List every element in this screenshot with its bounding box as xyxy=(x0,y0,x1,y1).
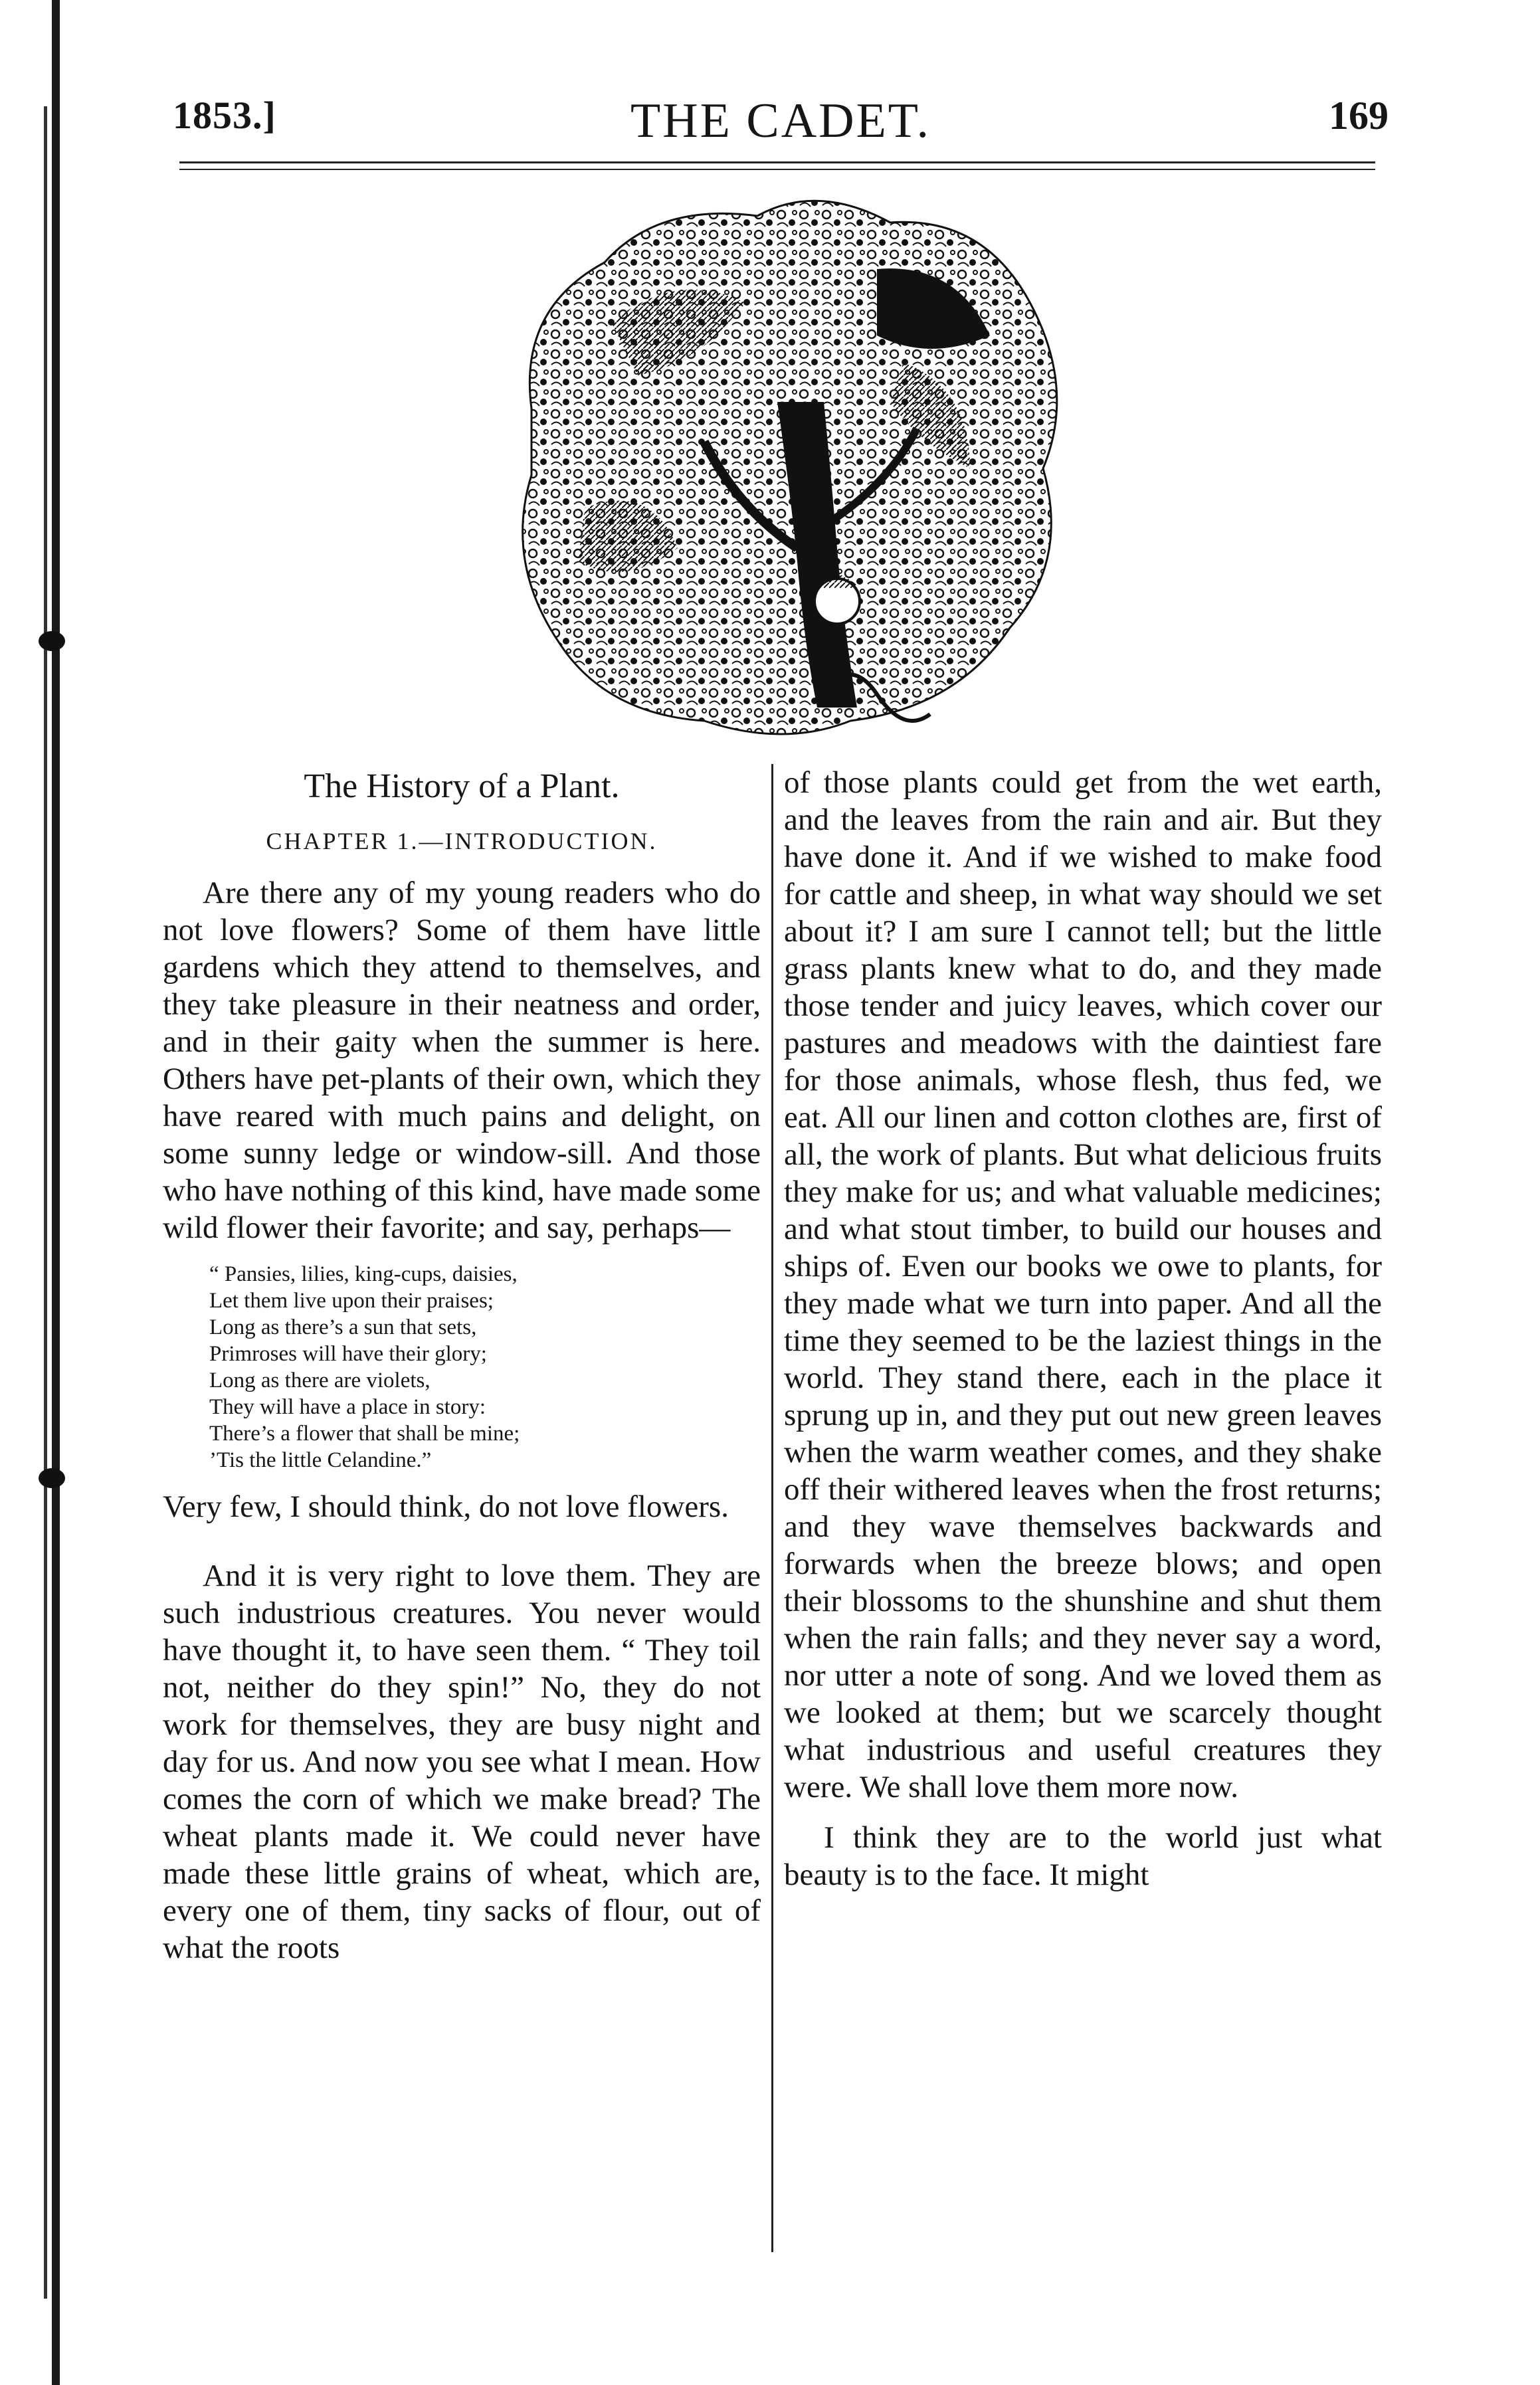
poem-line: Let them live upon their praises; xyxy=(209,1289,494,1313)
poem-line: Long as there are violets, xyxy=(209,1369,431,1392)
right-column xyxy=(784,764,1382,1893)
header-year: 1853.] xyxy=(173,94,276,137)
poem-line: Long as there’s a sun that sets, xyxy=(209,1315,477,1339)
binding-mark xyxy=(39,1468,65,1488)
header-title: THE CADET. xyxy=(630,94,931,148)
running-header xyxy=(173,93,1389,153)
binding-shadow xyxy=(44,106,47,2299)
header-rule xyxy=(179,161,1375,163)
paragraph: of those plants could get from the wet earth, and the leaves from the rain and air. But they have done it. And if we wished to make food for cattle and sheep, in what way should we set about it? I am sure I cannot tell; but the little grass plants knew what to do, and they made those tender and juicy leaves, which cover our pastures and meadows with the daintiest fare for those animals, whose flesh, thus fed, we eat. All our linen and cotton clothes are, first of all, the work of plants. But what delicious fruits they make for us; and what valuable medicines; and what stout timber, to build our houses and ships of. Even our books we owe to plants, for they made what we turn into paper. And all the time they seemed to be the laziest things in the world. They stand there, each in the place it sprung up in, and they put out new green leaves when the warm weather comes, and they shake off their withered leaves when the frost returns; and they wave themselves backwards and forwards when the breeze blows; and open their blossoms to the shunshine and shut them when the rain falls; and they never say a word, nor utter a note of song. And we loved them as we looked at them; but we scarcely thought what industrious and useful creatures they were. We shall love them more now. xyxy=(784,765,1382,1804)
paragraph: Are there any of my young readers who do not love flowers? Some of them have little gardens which they attend to themselves, and they take pleasure in their neatness and order, and in their gaity when the summer is here. Others have pet-plants of their own, which they have reared with much pains and delight, on some sunny ledge or window-sill. And those who have nothing of this kind, have made some wild flower their favorite; and say, perhaps— xyxy=(163,876,761,1245)
page-number: 169 xyxy=(1329,94,1389,138)
tree-illustration xyxy=(505,189,1076,747)
poem-line: They will have a place in story: xyxy=(209,1395,486,1419)
poem xyxy=(209,1261,761,1474)
column-divider xyxy=(771,764,773,2252)
poem-line: There’s a flower that shall be mine; xyxy=(209,1422,520,1446)
binding-mark xyxy=(39,631,65,651)
poem-line: ’Tis the little Celandine.” xyxy=(209,1448,432,1472)
paragraph: And it is very right to love them. They are such industrious creatures. You never would have thought it, to have seen them. “ They toil not, neither do they spin!” No, they do not work for themselves, they are busy night and day for us. And now you see what I mean. How comes the corn of which we make bread? The wheat plants made it. We could never have made these little grains of wheat, which are, every one of them, tiny sacks of flour, out of what the roots xyxy=(163,1559,761,1965)
poem-line: “ Pansies, lilies, king-cups, daisies, xyxy=(209,1262,518,1286)
chapter-heading: CHAPTER 1.—INTRODUCTION. xyxy=(266,828,658,854)
header-rule xyxy=(179,169,1375,170)
binding-edge xyxy=(52,0,60,2385)
paragraph: Very few, I should think, do not love flowers. xyxy=(163,1489,729,1524)
article-title: The History of a Plant. xyxy=(304,767,620,805)
poem-line: Primroses will have their glory; xyxy=(209,1342,487,1366)
left-column xyxy=(163,764,761,1966)
paragraph: I think they are to the world just what beauty is to the face. It might xyxy=(784,1820,1382,1892)
